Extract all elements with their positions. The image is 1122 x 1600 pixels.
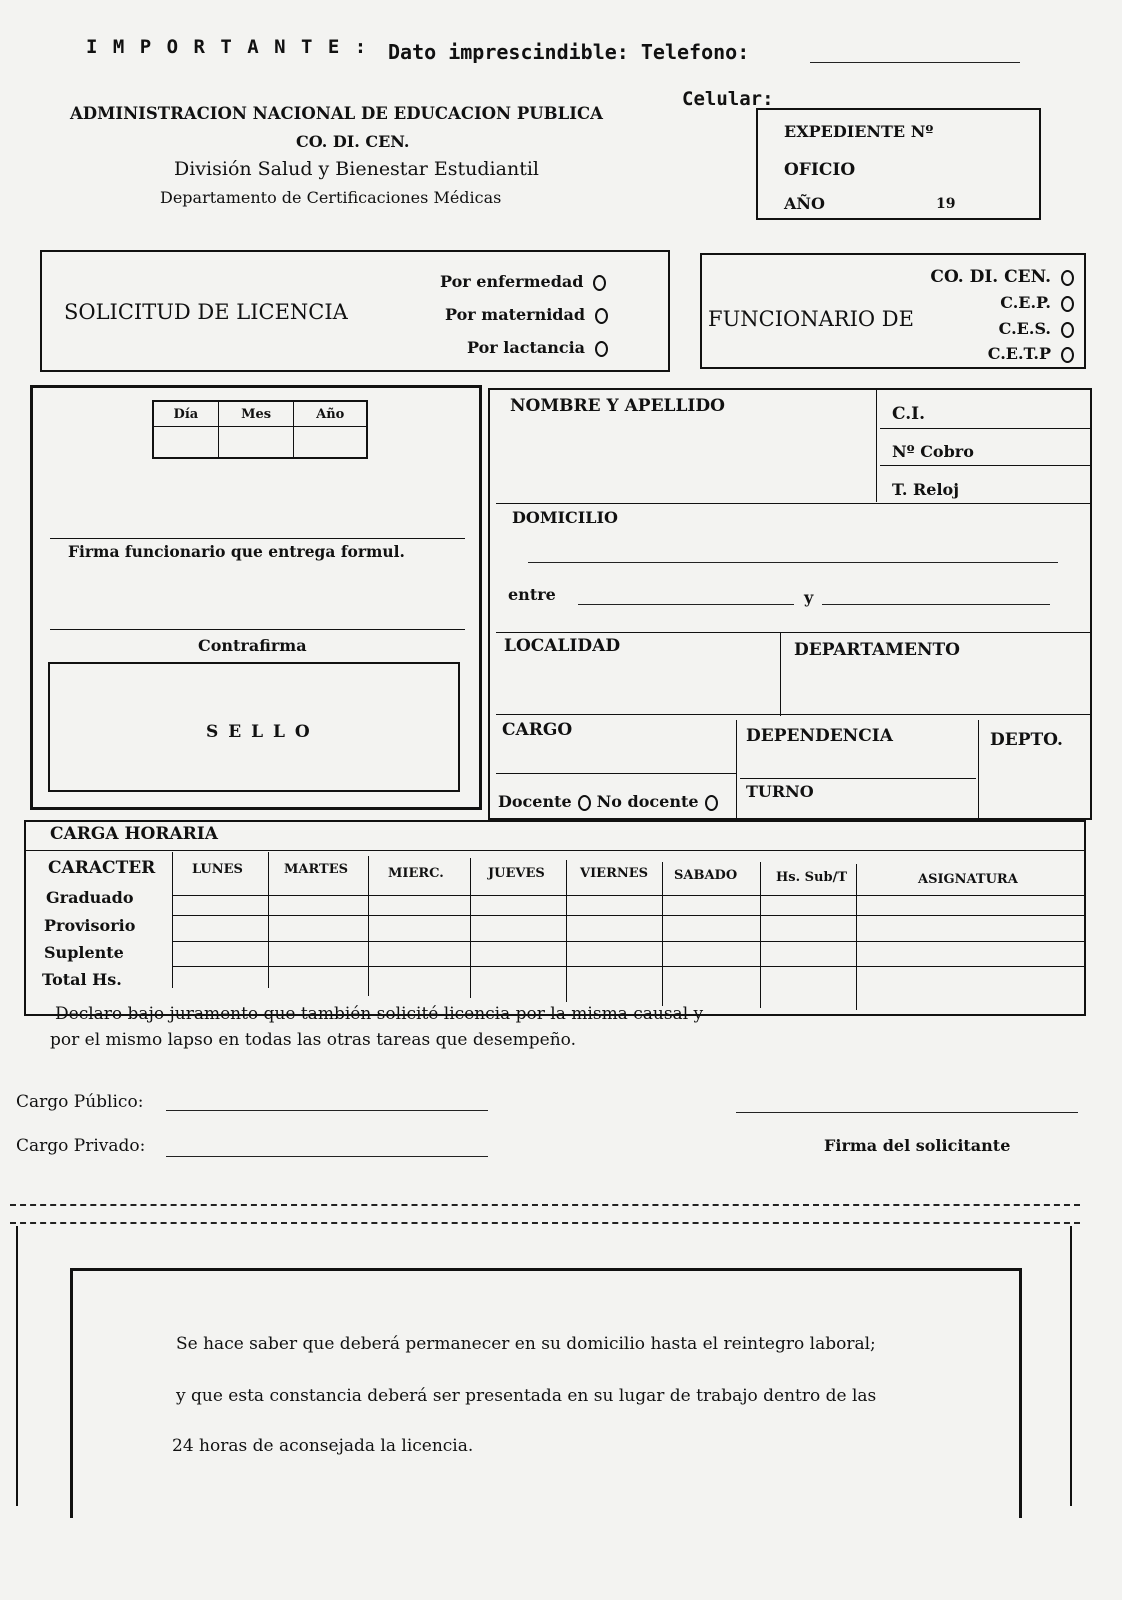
opt-ces-label: C.E.S. (998, 319, 1051, 338)
caracter-label: CARACTER (48, 858, 156, 878)
ano-prefix: 19 (936, 196, 956, 212)
firma-label: Firma funcionario que entrega formul. (68, 542, 405, 561)
divider (736, 720, 737, 820)
row-suplente: Suplente (44, 943, 124, 962)
cut-line (10, 1204, 1080, 1206)
codicen-name: CO. DI. CEN. (296, 132, 410, 151)
cargo-publico-field[interactable] (166, 1110, 488, 1111)
no-docente-radio[interactable] (705, 795, 718, 811)
domicilio-label: DOMICILIO (512, 508, 618, 527)
sello-box[interactable] (48, 662, 460, 792)
expediente-label: EXPEDIENTE Nº (784, 122, 934, 141)
col-sabado: SABADO (674, 868, 738, 883)
codicen-radio[interactable] (1061, 270, 1074, 286)
mes-field[interactable] (218, 427, 294, 459)
divider (268, 852, 269, 988)
divider (876, 390, 877, 502)
divider (496, 632, 1090, 633)
declaracion-line1: Declaro bajo juramento que también solicité licencia por la misma causal y (55, 1004, 704, 1024)
divider (24, 850, 1086, 851)
docente-radio[interactable] (578, 795, 591, 811)
col-asignatura: ASIGNATURA (918, 872, 1018, 887)
divider (172, 915, 1084, 916)
opt-docente[interactable] (498, 792, 718, 811)
declaracion-line2: por el mismo lapso en todas las otras tareas que desempeño. (50, 1030, 576, 1050)
opt-enfermedad[interactable] (440, 272, 606, 291)
nombre-label: NOMBRE Y APELLIDO (510, 396, 725, 416)
divider (496, 503, 1090, 504)
opt-cetp[interactable] (988, 344, 1074, 363)
docente-label: Docente (498, 792, 572, 811)
localidad-label: LOCALIDAD (504, 636, 621, 656)
institution-name: ADMINISTRACION NACIONAL DE EDUCACION PUBLICA (70, 104, 603, 123)
cobro-label: Nº Cobro (892, 442, 974, 461)
col-lunes: LUNES (192, 862, 243, 877)
opt-lactancia[interactable] (467, 338, 608, 357)
division-name: División Salud y Bienestar Estudiantil (174, 158, 539, 180)
divider (496, 714, 1090, 715)
divider (368, 856, 369, 996)
divider (172, 941, 1084, 942)
divider (496, 773, 736, 774)
cetp-radio[interactable] (1061, 347, 1074, 363)
divider (880, 428, 1090, 429)
dia-header: Día (153, 401, 218, 427)
opt-enfermedad-label: Por enfermedad (440, 272, 584, 291)
importante-label: I M P O R T A N T E : (86, 36, 369, 58)
no-docente-label: No docente (596, 792, 699, 811)
cargo-publico-label: Cargo Público: (16, 1092, 144, 1112)
divider (856, 864, 857, 1010)
solicitud-box (40, 250, 670, 372)
firma-solicitante-label: Firma del solicitante (824, 1136, 1011, 1155)
mes-header: Mes (218, 401, 294, 427)
departamento-name: Departamento de Certificaciones Médicas (160, 188, 502, 207)
col-mierc: MIERC. (388, 866, 444, 881)
turno-label: TURNO (746, 782, 814, 801)
divider (880, 465, 1090, 466)
entre-field-2[interactable] (822, 604, 1050, 605)
cep-radio[interactable] (1061, 296, 1074, 312)
divider (662, 862, 663, 1006)
dependencia-label: DEPENDENCIA (746, 726, 893, 746)
divider (978, 720, 979, 820)
carga-title: CARGA HORARIA (50, 824, 218, 844)
telefono-field[interactable] (810, 62, 1020, 63)
divider (566, 860, 567, 1002)
oficio-label: OFICIO (784, 160, 856, 180)
aviso-line2: y que esta constancia deberá ser presentada en su lugar de trabajo dentro de las (176, 1386, 877, 1406)
col-jueves: JUEVES (488, 866, 545, 881)
celular-label: Celular: (682, 88, 774, 110)
funcionario-box (700, 253, 1086, 369)
opt-lactancia-label: Por lactancia (467, 338, 586, 357)
cargo-privado-label: Cargo Privado: (16, 1136, 146, 1156)
cargo-label: CARGO (502, 720, 573, 740)
ano-header: Año (294, 401, 367, 427)
divider (172, 852, 173, 988)
firma-solicitante-field[interactable] (736, 1112, 1078, 1113)
depto-label: DEPTO. (990, 730, 1063, 750)
opt-cep-label: C.E.P. (1000, 293, 1051, 312)
opt-cep[interactable] (1000, 293, 1074, 312)
domicilio-field[interactable] (528, 562, 1058, 563)
cargo-privado-field[interactable] (166, 1156, 488, 1157)
ces-radio[interactable] (1061, 322, 1074, 338)
contrafirma-label: Contrafirma (198, 636, 307, 655)
row-total: Total Hs. (42, 970, 122, 989)
enfermedad-radio[interactable] (593, 275, 606, 291)
solicitud-title: SOLICITUD DE LICENCIA (64, 300, 348, 324)
date-table[interactable] (152, 400, 368, 459)
dia-field[interactable] (153, 427, 218, 459)
departamento-label: DEPARTAMENTO (794, 640, 960, 660)
funcionario-title: FUNCIONARIO DE (708, 307, 914, 331)
sello-label: S E L L O (206, 722, 312, 742)
opt-codicen[interactable] (930, 267, 1074, 287)
ano-field[interactable] (294, 427, 367, 459)
col-viernes: VIERNES (580, 866, 649, 881)
telefono-label: Dato imprescindible: Telefono: (388, 40, 750, 64)
divider (1070, 1226, 1072, 1506)
expediente-box (756, 108, 1041, 220)
divider (780, 632, 781, 716)
opt-maternidad-label: Por maternidad (445, 305, 586, 324)
row-graduado: Graduado (46, 888, 134, 907)
divider (740, 778, 976, 779)
opt-cetp-label: C.E.T.P (987, 344, 1051, 363)
row-provisorio: Provisorio (44, 916, 136, 935)
col-martes: MARTES (284, 862, 349, 877)
opt-codicen-label: CO. DI. CEN. (930, 267, 1051, 287)
maternidad-radio[interactable] (595, 308, 608, 324)
cut-line (10, 1222, 1080, 1224)
ci-label: C.I. (892, 404, 926, 424)
divider (470, 858, 471, 998)
ano-label: AÑO (784, 194, 825, 213)
y-label: y (804, 588, 814, 607)
entre-field-1[interactable] (578, 604, 794, 605)
opt-ces[interactable] (999, 319, 1074, 338)
aviso-line1: Se hace saber que deberá permanecer en su domicilio hasta el reintegro laboral; (176, 1334, 876, 1354)
aviso-line3: 24 horas de aconsejada la licencia. (172, 1436, 474, 1456)
divider (172, 966, 1084, 967)
reloj-label: T. Reloj (892, 480, 959, 499)
divider (760, 862, 761, 1008)
col-hs-subt: Hs. Sub/T (776, 870, 848, 885)
lactancia-radio[interactable] (595, 341, 608, 357)
carga-headers (172, 852, 1084, 896)
opt-maternidad[interactable] (445, 305, 608, 324)
entre-label: entre (508, 585, 556, 604)
contrafirma-line (50, 629, 465, 630)
firma-line (50, 538, 465, 539)
divider (172, 895, 1084, 896)
divider (16, 1226, 18, 1506)
